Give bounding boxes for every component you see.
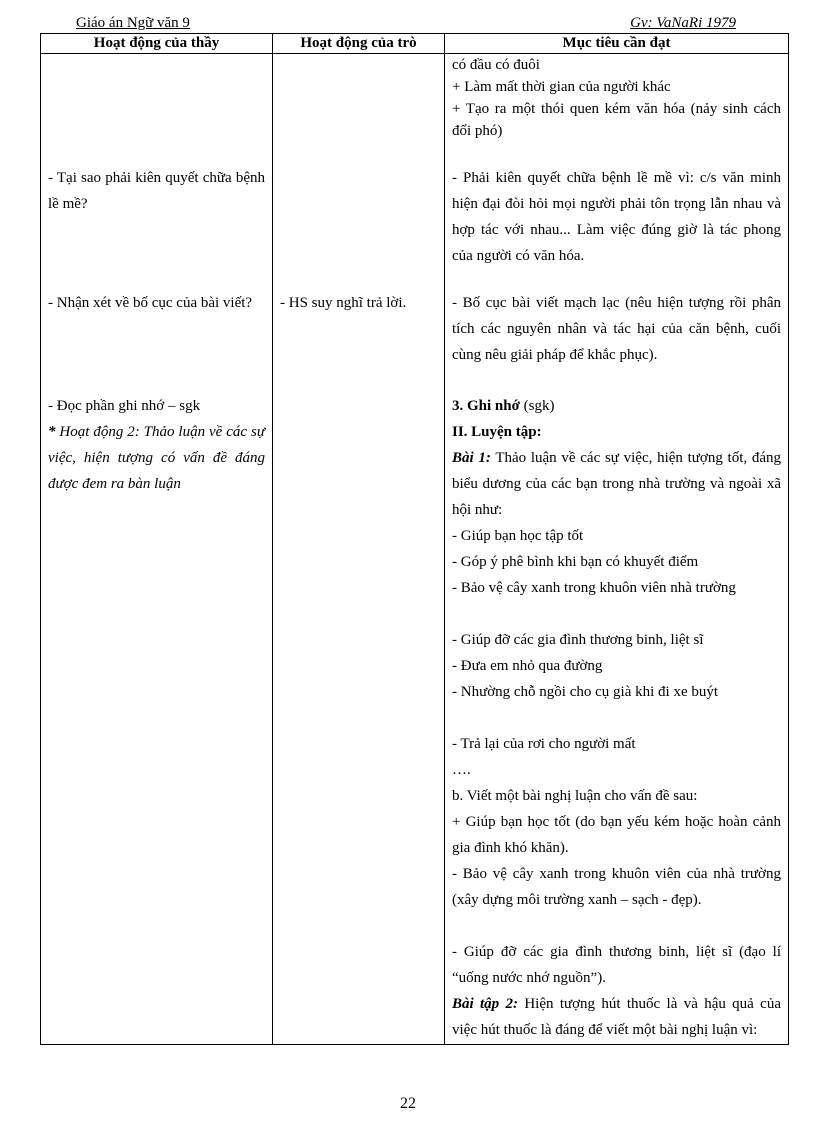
list-item: - Bảo vệ cây xanh trong khuôn viên nhà trường	[452, 580, 736, 596]
teacher-cell	[41, 54, 273, 1045]
memo-heading: 3. Ghi nhớ (sgk)	[452, 398, 555, 414]
write-task: b. Viết một bài nghị luận cho vấn đề sau:	[452, 788, 698, 804]
student-answer: - HS suy nghĩ trả lời.	[280, 295, 407, 311]
exercise-2: Bài tập 2: Hiện tượng hút thuốc là và hậu quả của việc hút thuốc là đáng để viết một bài nghị luận vì:	[452, 996, 781, 1038]
list-item: - Nhường chỗ ngồi cho cụ già khi đi xe buýt	[452, 684, 719, 700]
write-item: - Giúp đỡ các gia đình thương binh, liệt sĩ (đạo lí “uống nước nhớ nguồn”).	[452, 944, 781, 986]
activity-star: *	[48, 424, 56, 440]
column-header-goals: Mục tiêu cần đạt	[445, 34, 789, 54]
goal-line: + Làm mất thời gian của người khác	[452, 79, 671, 95]
goal-line: + Tạo ra một thói quen kém văn hóa (nảy sinh cách đối phó)	[452, 101, 781, 139]
table-header-row	[41, 34, 789, 54]
write-item: - Bảo vệ cây xanh trong khuôn viên của nhà trường (xây dựng môi trường xanh – sạch - đẹp).	[452, 866, 781, 908]
teacher-read-memo: - Đọc phần ghi nhớ – sgk	[48, 398, 201, 414]
exercise-1: Bài 1: Thảo luận về các sự việc, hiện tượng tốt, đáng biểu dương của các bạn trong nhà trường và ngoài xã hội như:	[452, 450, 781, 518]
list-item: - Giúp bạn học tập tốt	[452, 528, 584, 544]
goals-cell	[445, 54, 789, 1045]
list-item: - Giúp đỡ các gia đình thương binh, liệt sĩ	[452, 632, 704, 648]
teacher-question-why: - Tại sao phải kiên quyết chữa bệnh lề mề?	[48, 170, 265, 212]
goal-structure: - Bố cục bài viết mạch lạc (nêu hiện tượng rồi phân tích các nguyên nhân và tác hại của căn bệnh, cuối cùng nêu giải pháp để khắc phục).	[452, 295, 781, 363]
column-header-student: Hoạt động của trò	[273, 34, 445, 54]
practice-heading: II. Luyện tập:	[452, 424, 542, 440]
activity-2-text: Hoạt động 2: Thảo luận về các sự việc, hiện tượng có vấn đề đáng được đem ra bàn luận	[48, 424, 265, 492]
list-item: - Góp ý phê bình khi bạn có khuyết điểm	[452, 554, 699, 570]
teacher-name: Gv: VaNaRi 1979	[630, 15, 736, 31]
goal-line: có đầu có đuôi	[452, 57, 540, 73]
teacher-question-structure: - Nhận xét về bố cục của bài viết?	[48, 295, 253, 311]
page-number: 22	[400, 1095, 416, 1112]
ellipsis: ….	[452, 762, 471, 778]
column-header-teacher: Hoạt động của thầy	[41, 34, 273, 54]
list-item: - Trả lại của rơi cho người mất	[452, 736, 636, 752]
document-title: Giáo án Ngữ văn 9	[76, 15, 190, 31]
student-cell	[273, 54, 445, 1045]
list-item: - Đưa em nhỏ qua đường	[452, 658, 603, 674]
lesson-table	[40, 33, 789, 1045]
teacher-activity-2	[48, 419, 265, 497]
page-header	[76, 14, 736, 32]
table-row	[41, 54, 789, 1045]
write-item: + Giúp bạn học tốt (do bạn yếu kém hoặc hoàn cảnh gia đình khó khăn).	[452, 814, 781, 856]
goal-cure-reason: - Phải kiên quyết chữa bệnh lề mề vì: c/s văn minh hiện đại đòi hỏi mọi người phải tôn trọng lẫn nhau và hợp tác với nhau... Làm việc đúng giờ là tác phong của người có văn hóa.	[452, 170, 781, 264]
